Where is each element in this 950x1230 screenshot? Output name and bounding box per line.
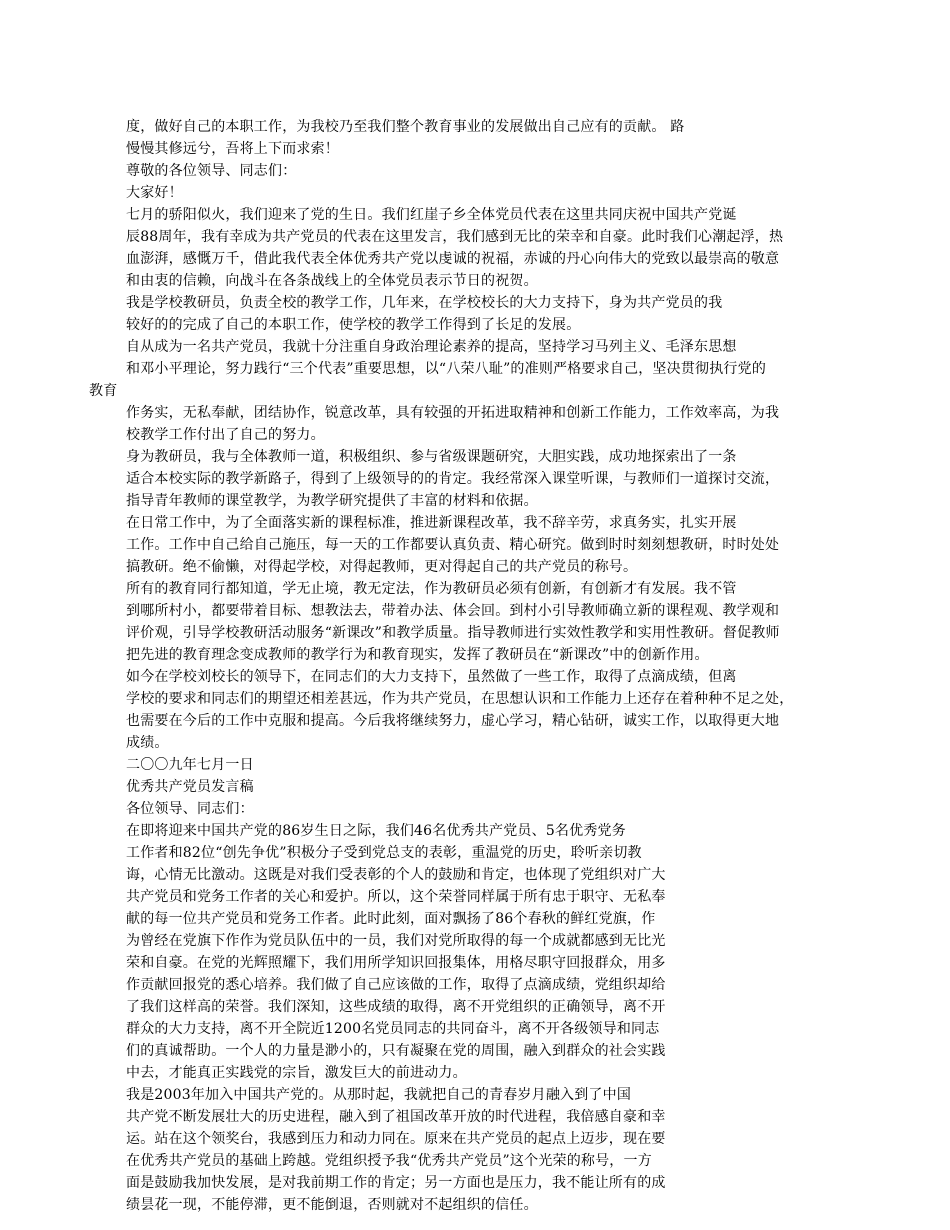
text-line: 到哪所村小，都要带着目标、想教法去，带着办法、体会回。到村小引导教师确立新的课程观、教学观和 xyxy=(126,603,780,619)
text-line: 较好的的完成了自己的本职工作，使学校的教学工作得到了长足的发展。 xyxy=(126,317,581,333)
text-line: 慢慢其修远兮，吾将上下而求索！ xyxy=(126,141,339,157)
text-line: 共产党员和党务工作者的关心和爱护。所以，这个荣誉同样属于所有忠于职守、无私奉 xyxy=(126,889,666,905)
text-line: 指导青年教师的课堂教学，为教学研究提供了丰富的材料和依据。 xyxy=(126,493,538,509)
text-line: 大家好！ xyxy=(126,185,183,201)
text-line: 作贡献回报党的悉心培养。我们做了自己应该做的工作，取得了点滴成绩，党组织却给 xyxy=(126,977,666,993)
text-line: 献的每一位共产党员和党务工作者。此时此刻，面对飘扬了86个春秋的鲜红党旗，作 xyxy=(126,911,656,927)
text-line: 群众的大力支持，离不开全院近1200名党员同志的共同奋斗，离不开各级领导和同志 xyxy=(126,1021,660,1037)
text-line: 也需要在今后的工作中克服和提高。今后我将继续努力，虚心学习，精心钻研，诚实工作，以取得更大地 xyxy=(126,713,780,729)
text-line: 辰88周年，我有幸成为共产党员的代表在这里发言，我们感到无比的荣幸和自豪。此时我们心潮起浮，热 xyxy=(126,229,784,245)
text-line: 共产党不断发展壮大的历史进程，融入到了祖国改革开放的时代进程，我倍感自豪和幸 xyxy=(126,1109,666,1125)
text-line: 我是学校教研员，负责全校的教学工作，几年来，在学校校长的大力支持下，身为共产党员的我 xyxy=(126,295,723,311)
text-line: 在优秀共产党员的基础上跨越。党组织授予我“优秀共产党员”这个光荣的称号，一方 xyxy=(126,1153,652,1169)
text-line: 工作。工作中自己给自己施压，每一天的工作都要认真负责、精心研究。做到时时刻刻想教研，时时处处 xyxy=(126,537,780,553)
text-line: 教育 xyxy=(89,383,118,399)
text-line: 在日常工作中，为了全面落实新的课程标准，推进新课程改革，我不辞辛劳，求真务实，扎实开展 xyxy=(126,515,737,531)
text-line: 尊敬的各位领导、同志们： xyxy=(126,163,297,179)
text-line: 诲，心情无比激动。这既是对我们受表彰的个人的鼓励和肯定，也体现了党组织对广大 xyxy=(126,867,666,883)
text-line: 和邓小平理论，努力践行“三个代表”重要思想，以“八荣八耻”的准则严格要求自己，坚决贯彻执行党的 xyxy=(126,361,767,377)
text-line: 运。站在这个领奖台，我感到压力和动力同在。原来在共产党员的起点上迈步，现在要 xyxy=(126,1131,666,1147)
text-line: 度，做好自己的本职工作，为我校乃至我们整个教育事业的发展做出自己应有的贡献。 路 xyxy=(126,119,685,135)
text-line: 身为教研员，我与全体教师一道，积极组织、参与省级课题研究，大胆实践，成功地探索出了一条 xyxy=(126,449,737,465)
text-line: 七月的骄阳似火，我们迎来了党的生日。我们红崖子乡全体党员代表在这里共同庆祝中国共产党诞 xyxy=(126,207,737,223)
text-line: 适合本校实际的教学新路子，得到了上级领导的的肯定。我经常深入课堂听课，与教师们一道探讨交流， xyxy=(126,471,780,487)
text-line: 为曾经在党旗下作作为党员队伍中的一员，我们对党所取得的每一个成就都感到无比光 xyxy=(126,933,666,949)
text-line: 如今在学校刘校长的领导下，在同志们的大力支持下，虽然做了一些工作，取得了点滴成绩，但离 xyxy=(126,669,737,685)
text-line: 们的真诚帮助。一个人的力量是渺小的，只有凝聚在党的周围，融入到群众的社会实践 xyxy=(126,1043,666,1059)
text-line: 工作者和82位“创先争优”积极分子受到党总支的表彰，重温党的历史，聆听亲切教 xyxy=(126,845,642,861)
text-line: 学校的要求和同志们的期望还相差甚远，作为共产党员，在思想认识和工作能力上还存在着种种不足之处， xyxy=(126,691,794,707)
text-line: 把先进的教育理念变成教师的教学行为和教育现实，发挥了教研员在“新课改”中的创新作用。 xyxy=(126,647,709,663)
text-line: 血澎湃，感慨万千，借此我代表全体优秀共产党以虔诚的祝福，赤诚的丹心向伟大的党致以最崇高的敬意 xyxy=(126,251,780,267)
text-line: 评价观，引导学校教研活动服务“新课改”和教学质量。指导教师进行实效性教学和实用性教研。督促教师 xyxy=(126,625,780,641)
text-line: 所有的教育同行都知道，学无止境，教无定法，作为教研员必须有创新，有创新才有发展。我不管 xyxy=(126,581,737,597)
text-line: 面是鼓励我加快发展，是对我前期工作的肯定；另一方面也是压力，我不能让所有的成 xyxy=(126,1175,666,1191)
text-line: 成绩。 xyxy=(126,735,169,751)
text-line: 了我们这样高的荣誉。我们深知，这些成绩的取得，离不开党组织的正确领导，离不开 xyxy=(126,999,666,1015)
text-line: 绩昙花一现，不能停滞，更不能倒退，否则就对不起组织的信任。 xyxy=(126,1197,538,1213)
text-line: 各位领导、同志们： xyxy=(126,801,254,817)
text-line: 作务实，无私奉献，团结协作，锐意改革，具有较强的开拓进取精神和创新工作能力，工作效率高，为我 xyxy=(126,405,780,421)
text-line: 和由衷的信赖，向战斗在各条战线上的全体党员表示节日的祝贺。 xyxy=(126,273,538,289)
text-line: 中去，才能真正实践党的宗旨，激发巨大的前进动力。 xyxy=(126,1065,467,1081)
text-line: 在即将迎来中国共产党的86岁生日之际，我们46名优秀共产党员、5名优秀党务 xyxy=(126,823,626,839)
text-line: 二〇〇九年七月一日 xyxy=(126,757,254,773)
text-line: 优秀共产党员发言稿 xyxy=(126,779,254,795)
text-line: 校教学工作付出了自己的努力。 xyxy=(126,427,325,443)
text-line: 荣和自豪。在党的光辉照耀下，我们用所学知识回报集体，用格尽职守回报群众，用多 xyxy=(126,955,666,971)
text-line: 自从成为一名共产党员，我就十分注重自身政治理论素养的提高，坚持学习马列主义、毛泽东思想 xyxy=(126,339,737,355)
text-line: 我是2003年加入中国共产党的。从那时起，我就把自己的青春岁月融入到了中国 xyxy=(126,1087,632,1103)
text-line: 搞教研。绝不偷懒，对得起学校，对得起教师，更对得起自己的共产党员的称号。 xyxy=(126,559,638,575)
